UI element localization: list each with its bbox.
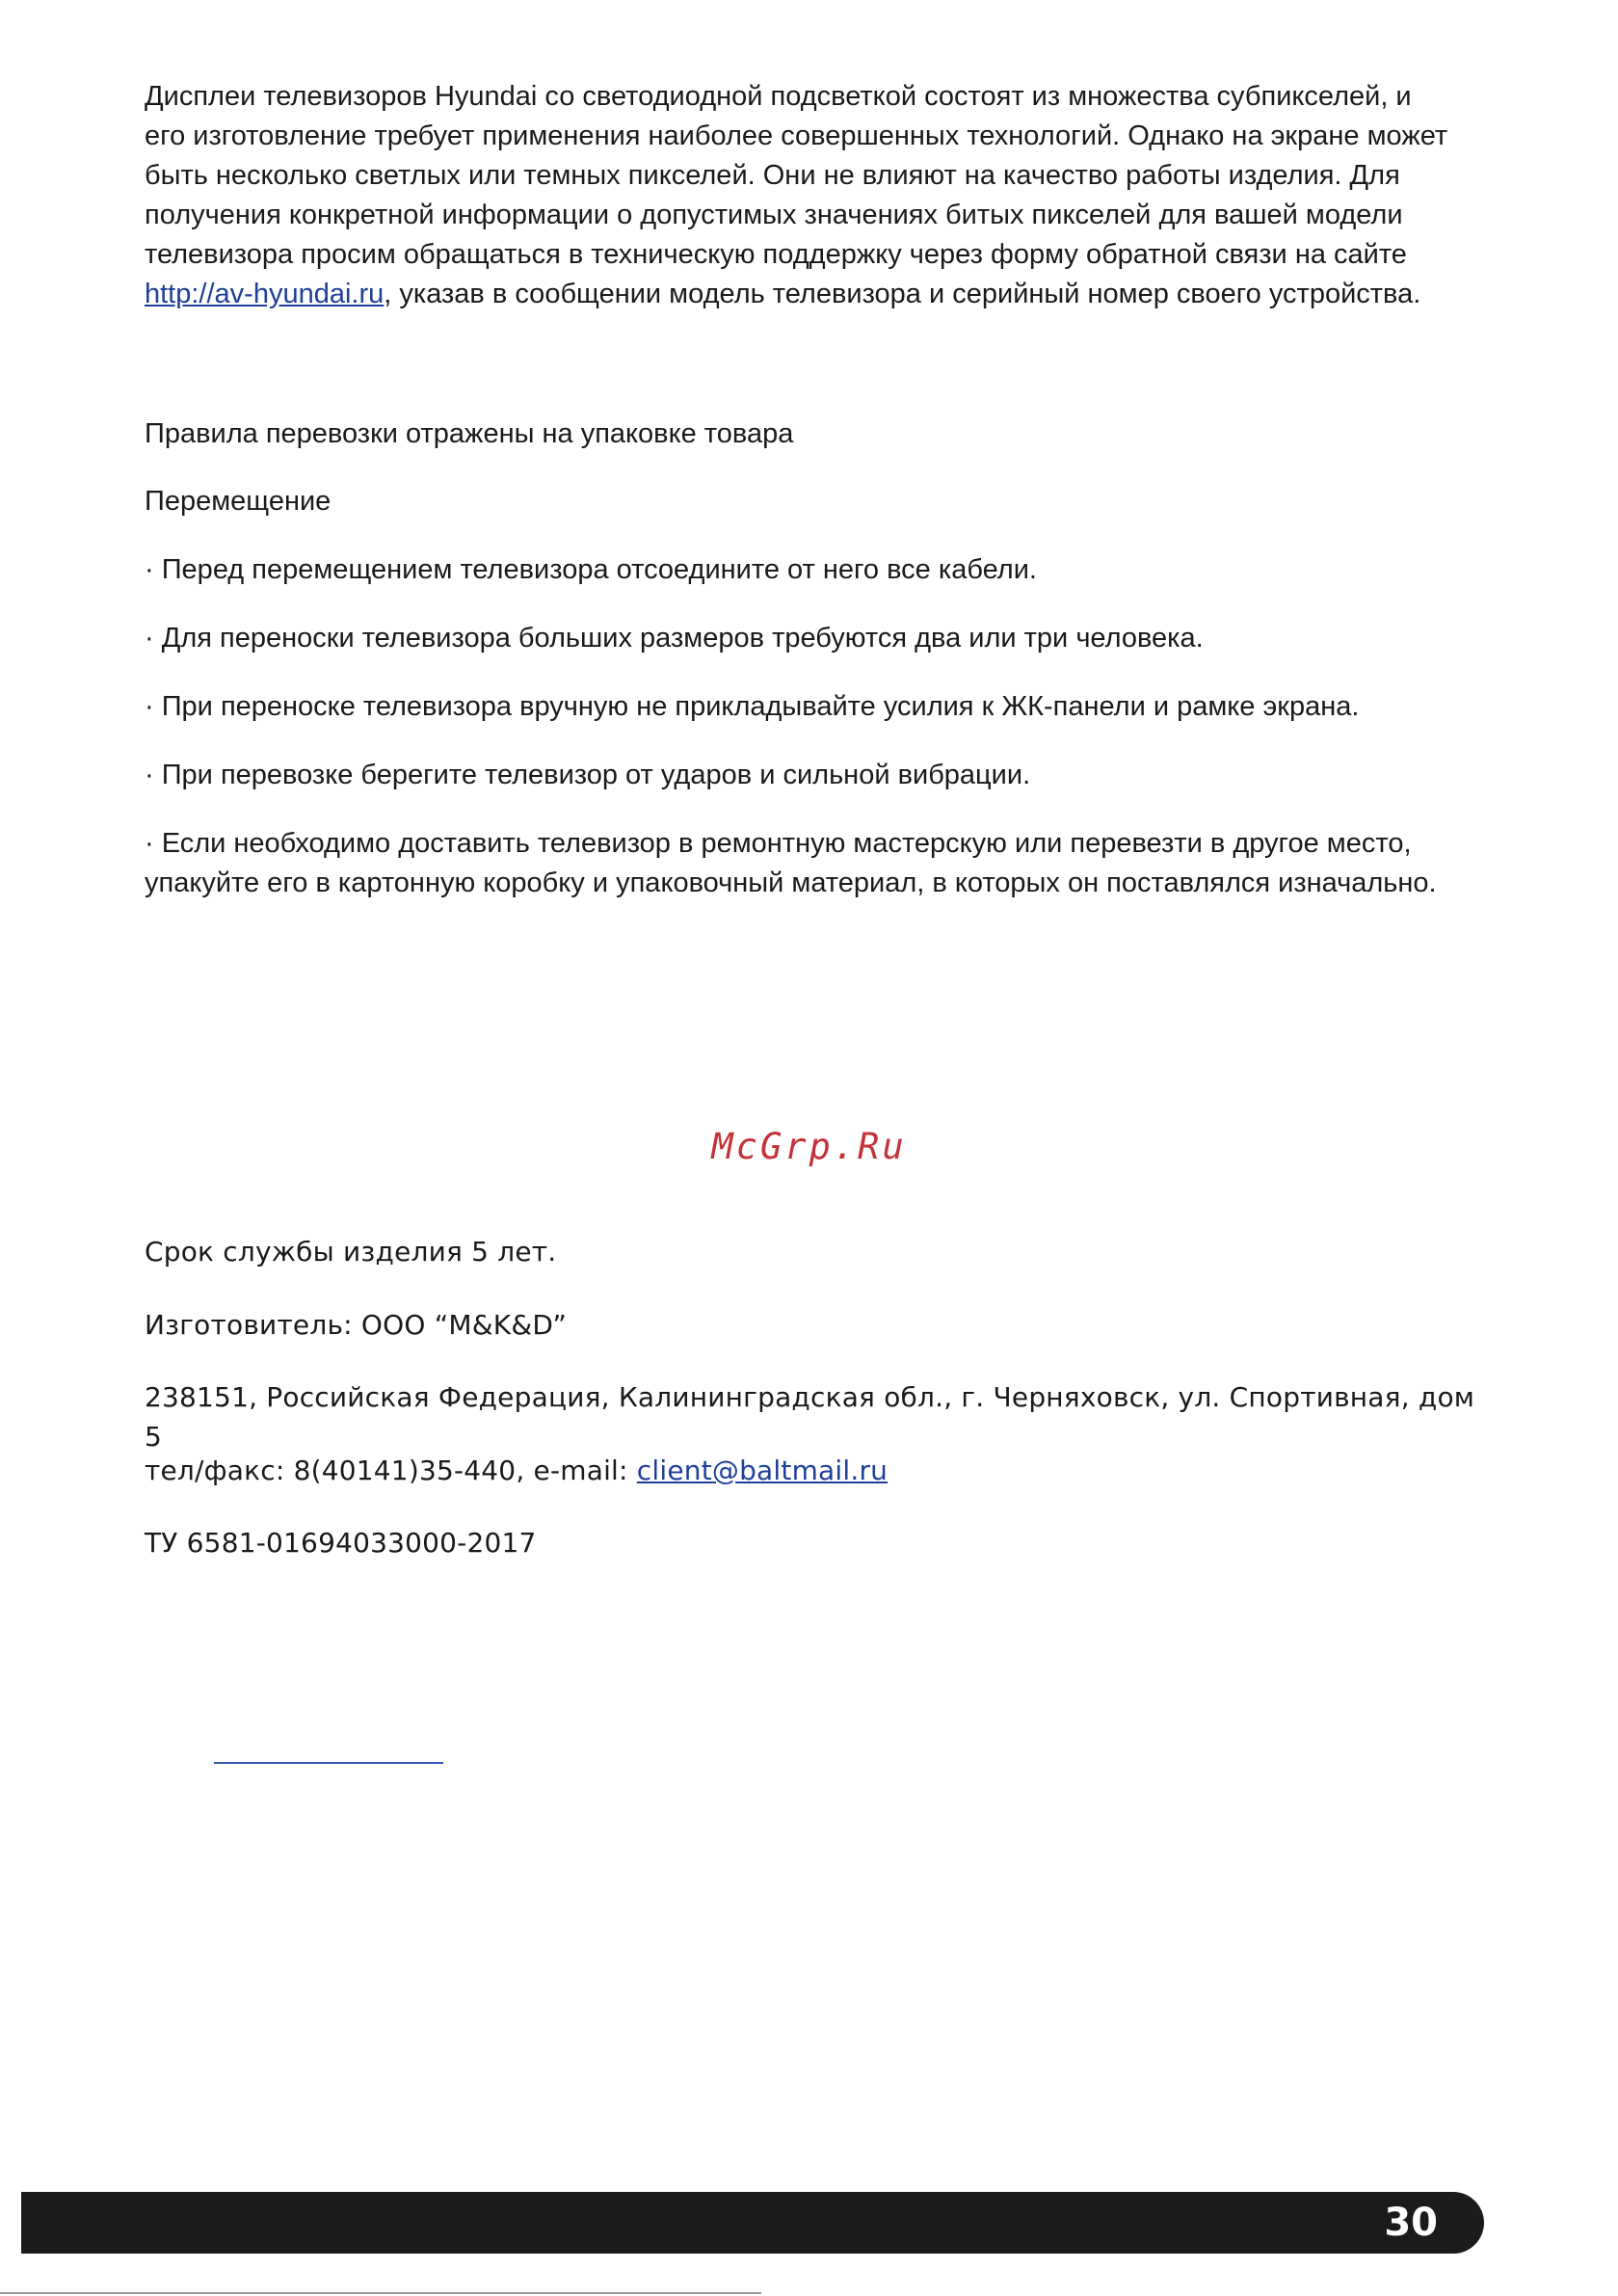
- service-life: Срок службы изделия 5 лет.: [145, 1236, 557, 1268]
- bottom-divider: [0, 2292, 761, 2294]
- footnote-divider: [214, 1762, 443, 1764]
- transport-rules-text: Правила перевозки отражены на упаковке товара: [145, 418, 794, 449]
- spec-code: ТУ 6581-01694033000-2017: [145, 1527, 537, 1559]
- support-site-link[interactable]: http://av-hyundai.ru: [145, 279, 385, 309]
- manufacturer-address: 238151, Российская Федерация, Калининградская обл., г. Черняховск, ул. Спортивная, дом 5: [145, 1381, 1475, 1453]
- intro-line: телевизора просим обращаться в техническую поддержку через форму обратной связи на сайте: [145, 239, 1407, 270]
- phone-text: тел/факс: 8(40141)35-440, e-mail:: [145, 1455, 637, 1486]
- manufacturer-name: Изготовитель: ООО “M&K&D”: [145, 1309, 568, 1341]
- bullet-item-multiline: [145, 824, 1494, 903]
- intro-line: получения конкретной информации о допустимых значениях битых пикселей для вашей модели: [145, 200, 1403, 230]
- contact-line: [145, 1451, 1494, 1490]
- page-number: 30: [1384, 2201, 1438, 2245]
- intro-line: Дисплеи телевизоров Hyundai со светодиодной подсветкой состоят из множества субпикселей, и: [145, 81, 1412, 112]
- bullet-item: · При переноске телевизора вручную не прикладывайте усилия к ЖК-панели и рамке экрана.: [145, 691, 1360, 722]
- intro-line: его изготовление требует применения наиболее совершенных технологий. Однако на экране может: [145, 120, 1448, 151]
- bullet-line: · Если необходимо доставить телевизор в ремонтную мастерскую или перевезти в другое место,: [145, 828, 1412, 859]
- bullet-item: · При перевозке берегите телевизор от ударов и сильной вибрации.: [145, 760, 1031, 790]
- email-link[interactable]: client@baltmail.ru: [636, 1455, 889, 1486]
- intro-line-with-link: [145, 275, 1494, 314]
- intro-paragraph: [145, 77, 1494, 314]
- watermark-text: McGrp.Ru: [711, 1126, 907, 1167]
- footer-bar: [21, 2192, 1484, 2254]
- bullet-item: · Для переноски телевизора больших размеров требуются два или три человека.: [145, 623, 1204, 654]
- intro-line-tail: , указав в сообщении модель телевизора и серийный номер своего устройства.: [384, 279, 1421, 309]
- bullet-item: · Перед перемещением телевизора отсоедините от него все кабели.: [145, 554, 1037, 585]
- relocation-heading: Перемещение: [145, 486, 332, 517]
- intro-line: быть несколько светлых или темных пикселей. Они не влияют на качество работы изделия. Для: [145, 160, 1400, 191]
- bullet-line: упакуйте его в картонную коробку и упаковочный материал, в которых он поставлялся изначально.: [145, 868, 1437, 898]
